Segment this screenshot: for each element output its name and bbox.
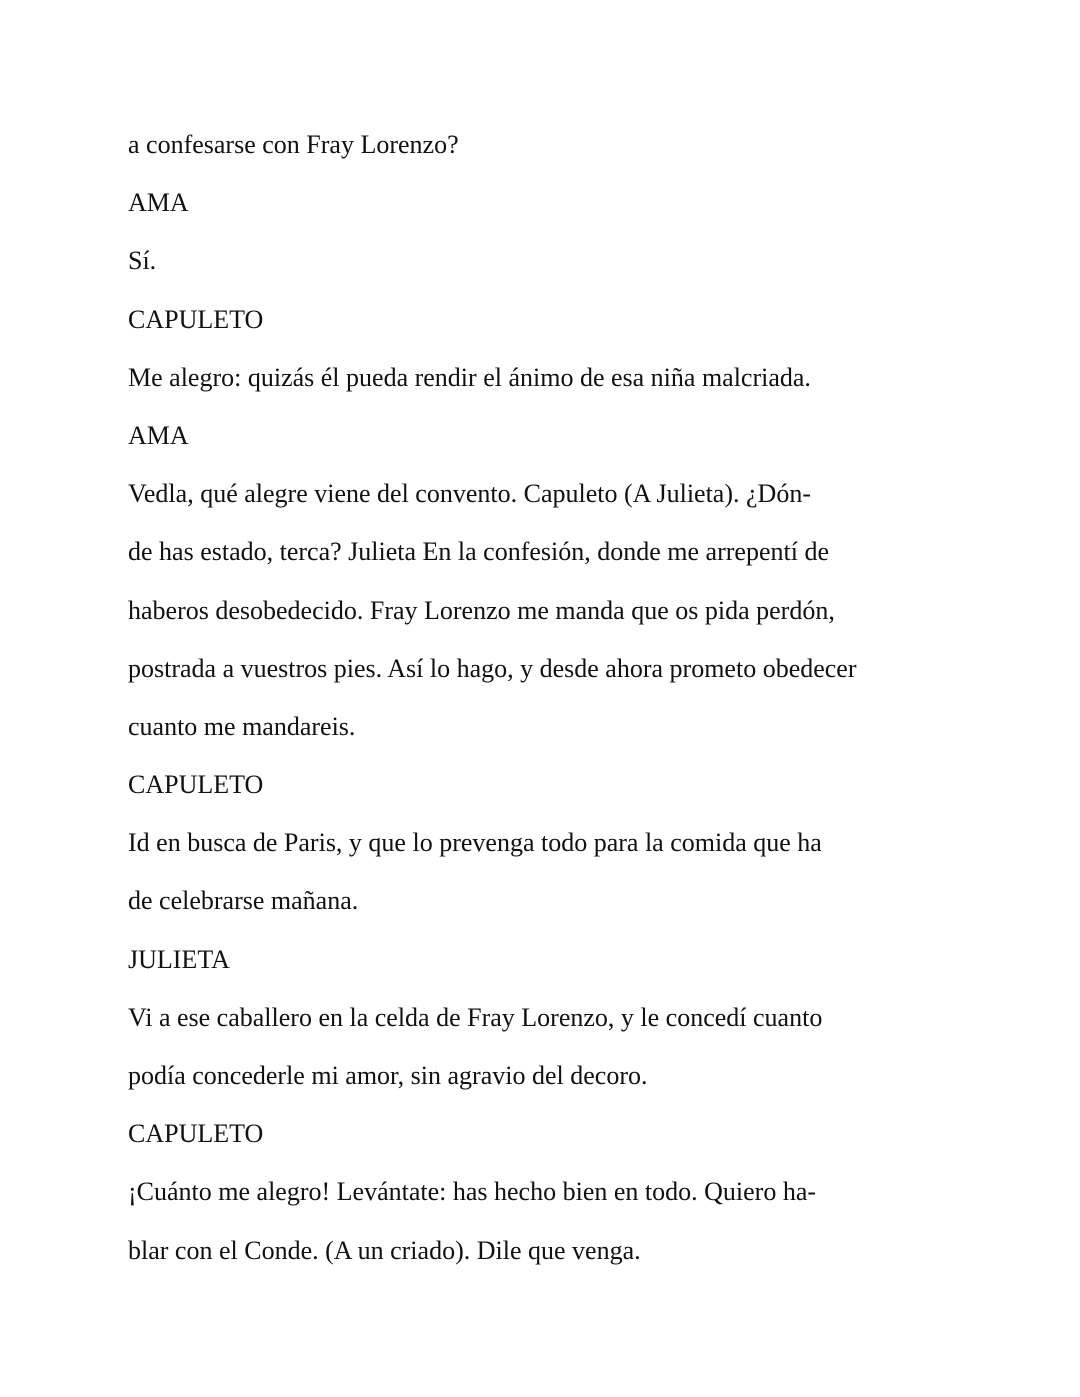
speaker-name: AMA	[128, 420, 189, 450]
text-line: haberos desobedecido. Fray Lorenzo me manda que os pida perdón,	[128, 595, 835, 625]
text-body	[128, 116, 948, 1280]
text-line: Sí.	[128, 246, 157, 276]
speaker-name: CAPULETO	[128, 770, 264, 800]
speaker-name: CAPULETO	[128, 1119, 264, 1149]
text-line: podía concederle mi amor, sin agravio del decoro.	[128, 1061, 648, 1090]
text-line: Vedla, qué alegre viene del convento. Capuleto (A Julieta). ¿Dón-	[128, 479, 811, 509]
text-line: cuanto me mandareis.	[128, 711, 356, 741]
text-line: Vi a ese caballero en la celda de Fray Lorenzo, y le concedí cuanto	[128, 1002, 823, 1032]
text-line: ¡Cuánto me alegro! Levántate: has hecho bien en todo. Quiero ha-	[128, 1177, 817, 1207]
text-line: de celebrarse mañana.	[128, 886, 359, 916]
text-line: Me alegro: quizás él pueda rendir el ánimo de esa niña malcriada.	[128, 362, 811, 392]
text-line: blar con el Conde. (A un criado). Dile que venga.	[128, 1235, 641, 1265]
text-line: Id en busca de Paris, y que lo prevenga todo para la comida que ha	[128, 828, 822, 858]
text-line: de has estado, terca? Julieta En la confesión, donde me arrepentí de	[128, 537, 829, 567]
speaker-name: JULIETA	[128, 944, 230, 974]
text-line: a confesarse con Fray Lorenzo?	[128, 130, 459, 159]
speaker-name: AMA	[128, 188, 189, 218]
text-line: postrada a vuestros pies. Así lo hago, y desde ahora prometo obedecer	[128, 653, 857, 683]
speaker-name: CAPULETO	[128, 304, 264, 334]
